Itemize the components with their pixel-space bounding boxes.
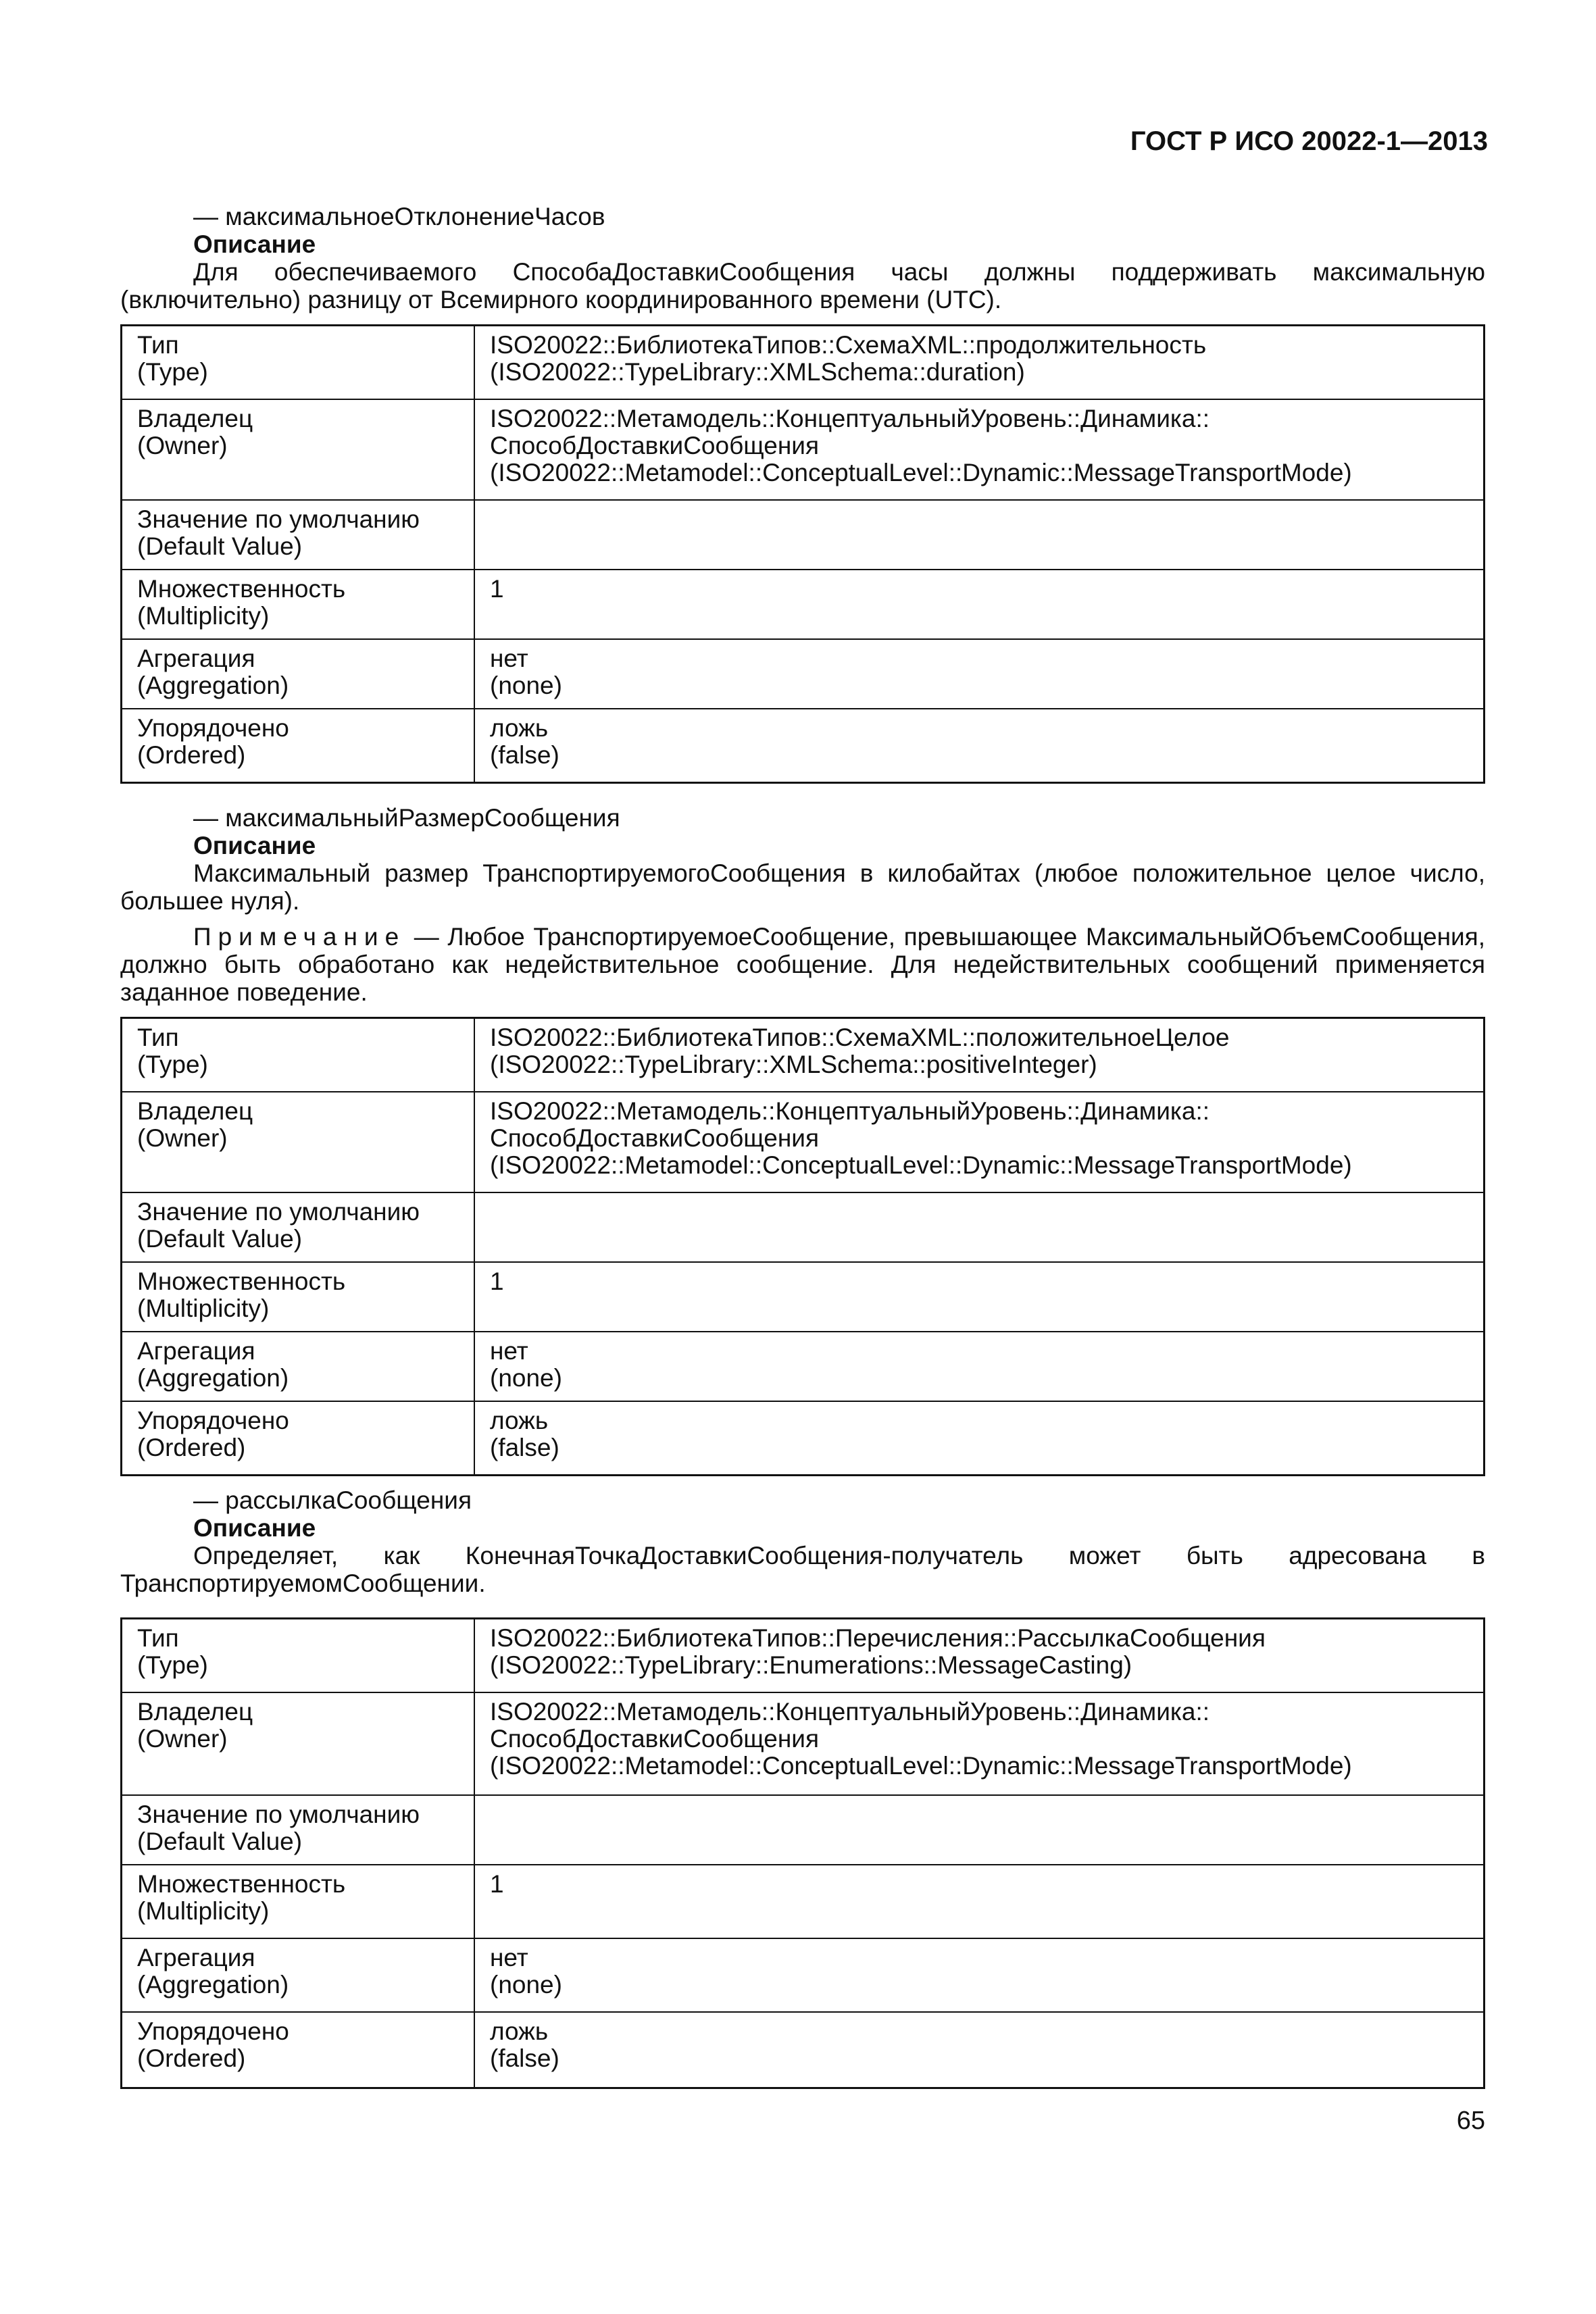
property-value-cell: нет (none) — [474, 639, 1485, 709]
table-row — [122, 1865, 1485, 1938]
property-value-cell: ISO20022::БиблиотекаТипов::СхемаXML::продолжительность (ISO20022::TypeLibrary::XMLSchema::duration) — [474, 326, 1485, 399]
table-row — [122, 1018, 1485, 1092]
property-value-cell: ложь (false) — [474, 2012, 1485, 2088]
description-label: Описание — [193, 1514, 316, 1542]
table-row — [122, 1692, 1485, 1795]
property-name-cell: Значение по умолчанию (Default Value) — [122, 500, 475, 570]
description-text: Для обеспечиваемого СпособаДоставкиСообщения часы должны поддерживать максимальную (включительно) разницу от Всемирного координированного времени (UTC). — [120, 258, 1485, 313]
property-value-cell — [474, 1795, 1485, 1865]
table-row — [122, 1401, 1485, 1476]
table-row — [122, 1619, 1485, 1692]
table-row — [122, 570, 1485, 639]
property-value-cell: ISO20022::Метамодель::КонцептуальныйУровень::Динамика:: СпособДоставкиСообщения (ISO20022::Metamodel::ConceptualLevel::Dynamic::MessageTransportMode) — [474, 1092, 1485, 1192]
property-value-cell: ложь (false) — [474, 709, 1485, 783]
property-name-cell: Агрегация (Aggregation) — [122, 1332, 475, 1401]
table-row — [122, 1262, 1485, 1332]
property-name-cell: Агрегация (Aggregation) — [122, 1938, 475, 2012]
attribute-name: — максимальноеОтклонениеЧасов — [193, 203, 605, 230]
table-row — [122, 1938, 1485, 2012]
property-value-cell: ISO20022::Метамодель::КонцептуальныйУровень::Динамика:: СпособДоставкиСообщения (ISO20022::Metamodel::ConceptualLevel::Dynamic::MessageTransportMode) — [474, 1692, 1485, 1795]
standard-header: ГОСТ Р ИСО 20022-1—2013 — [1130, 126, 1488, 156]
properties-table — [120, 324, 1485, 784]
property-value-cell: 1 — [474, 570, 1485, 639]
property-name-cell: Упорядочено (Ordered) — [122, 709, 475, 783]
property-name-cell: Агрегация (Aggregation) — [122, 639, 475, 709]
note-label: Примечание — [193, 923, 406, 951]
property-name-cell: Тип (Type) — [122, 326, 475, 399]
section-max-clock-deviation — [120, 203, 1485, 784]
property-value-cell: 1 — [474, 1865, 1485, 1938]
note-paragraph — [120, 923, 1485, 1006]
property-name-cell: Владелец (Owner) — [122, 399, 475, 500]
property-value-cell: ISO20022::БиблиотекаТипов::СхемаXML::положительноеЦелое (ISO20022::TypeLibrary::XMLSchema::positiveInteger) — [474, 1018, 1485, 1092]
property-name-cell: Множественность (Multiplicity) — [122, 1262, 475, 1332]
property-name-cell: Тип (Type) — [122, 1619, 475, 1692]
properties-table — [120, 1617, 1485, 2089]
attribute-name: — максимальныйРазмерСообщения — [193, 804, 620, 832]
property-value-cell: ложь (false) — [474, 1401, 1485, 1476]
section-max-message-size — [120, 804, 1485, 1476]
table-row — [122, 639, 1485, 709]
description-text: Определяет, как КонечнаяТочкаДоставкиСообщения-получатель может быть адресована в ТранспортируемомСообщении. — [120, 1542, 1485, 1597]
table-row — [122, 2012, 1485, 2088]
table-row — [122, 1332, 1485, 1401]
description-label: Описание — [193, 230, 316, 258]
property-name-cell: Владелец (Owner) — [122, 1692, 475, 1795]
table-row — [122, 1795, 1485, 1865]
property-name-cell: Упорядочено (Ordered) — [122, 2012, 475, 2088]
property-value-cell — [474, 1192, 1485, 1262]
table-row — [122, 326, 1485, 399]
property-value-cell — [474, 500, 1485, 570]
note-text: — Любое ТранспортируемоеСообщение, превышающее МаксимальныйОбъемСообщения, должно быть обработано как недействительное сообщение. Для недействительных сообщений применяется заданное поведение. — [120, 923, 1485, 1006]
section-message-casting — [120, 1486, 1485, 2089]
property-name-cell: Тип (Type) — [122, 1018, 475, 1092]
page-number: 65 — [1456, 2107, 1485, 2135]
property-value-cell: нет (none) — [474, 1332, 1485, 1401]
property-value-cell: ISO20022::Метамодель::КонцептуальныйУровень::Динамика:: СпособДоставкиСообщения (ISO20022::Metamodel::ConceptualLevel::Dynamic::MessageTransportMode) — [474, 399, 1485, 500]
property-value-cell: 1 — [474, 1262, 1485, 1332]
table-row — [122, 1192, 1485, 1262]
property-name-cell: Множественность (Multiplicity) — [122, 1865, 475, 1938]
table-row — [122, 500, 1485, 570]
table-row — [122, 1092, 1485, 1192]
description-label: Описание — [193, 832, 316, 859]
property-value-cell: нет (none) — [474, 1938, 1485, 2012]
property-name-cell: Значение по умолчанию (Default Value) — [122, 1192, 475, 1262]
attribute-name: — рассылкаСообщения — [193, 1486, 472, 1514]
table-row — [122, 709, 1485, 783]
property-name-cell: Владелец (Owner) — [122, 1092, 475, 1192]
property-name-cell: Упорядочено (Ordered) — [122, 1401, 475, 1476]
description-text: Максимальный размер ТранспортируемогоСообщения в килобайтах (любое положительное целое число, большее нуля). — [120, 859, 1485, 915]
property-value-cell: ISO20022::БиблиотекаТипов::Перечисления::РассылкаСообщения (ISO20022::TypeLibrary::Enumerations::MessageCasting) — [474, 1619, 1485, 1692]
table-row — [122, 399, 1485, 500]
property-name-cell: Множественность (Multiplicity) — [122, 570, 475, 639]
properties-table — [120, 1017, 1485, 1476]
property-name-cell: Значение по умолчанию (Default Value) — [122, 1795, 475, 1865]
